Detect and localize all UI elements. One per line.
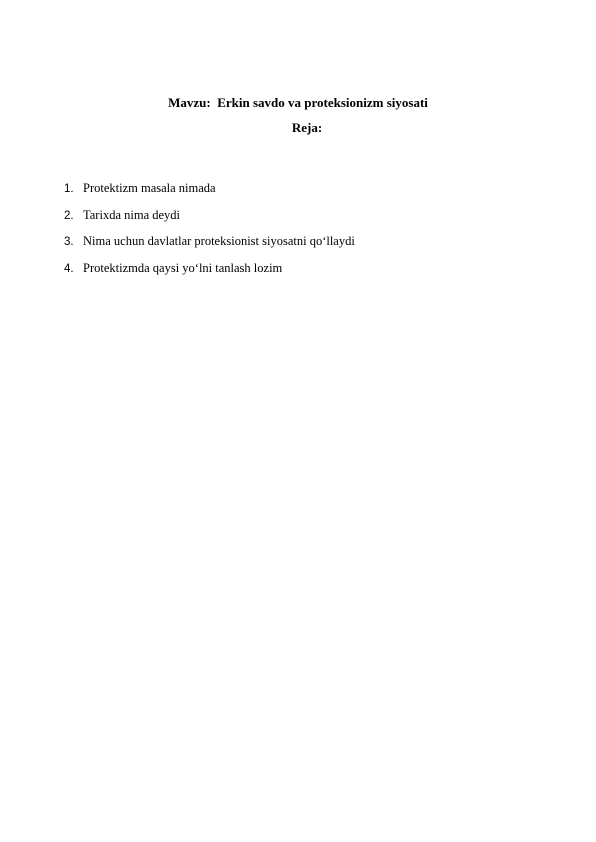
plan-list: [64, 180, 355, 286]
plan-item-text: Protektizmda qaysi yo‘lni tanlash lozim: [83, 260, 283, 275]
plan-item-2: [64, 207, 355, 234]
plan-item-text: Protektizm masala nimada: [83, 181, 216, 195]
document-subtitle: Reja:: [291, 120, 323, 135]
plan-item-number: 2.: [64, 209, 74, 222]
document-title: Mavzu: Erkin savdo va proteksionizm siyosati: [168, 95, 428, 110]
plan-item-number: 4.: [64, 262, 74, 275]
plan-item-3: [64, 233, 355, 260]
plan-item-1: [64, 180, 355, 207]
plan-item-number: 1.: [64, 183, 74, 195]
plan-item-number: 3.: [64, 236, 74, 248]
plan-item-text: Tarixda nima deydi: [83, 207, 181, 222]
plan-item-4: [64, 260, 355, 287]
plan-item-text: Nima uchun davlatlar proteksionist siyosatni qo‘llaydi: [83, 234, 355, 248]
